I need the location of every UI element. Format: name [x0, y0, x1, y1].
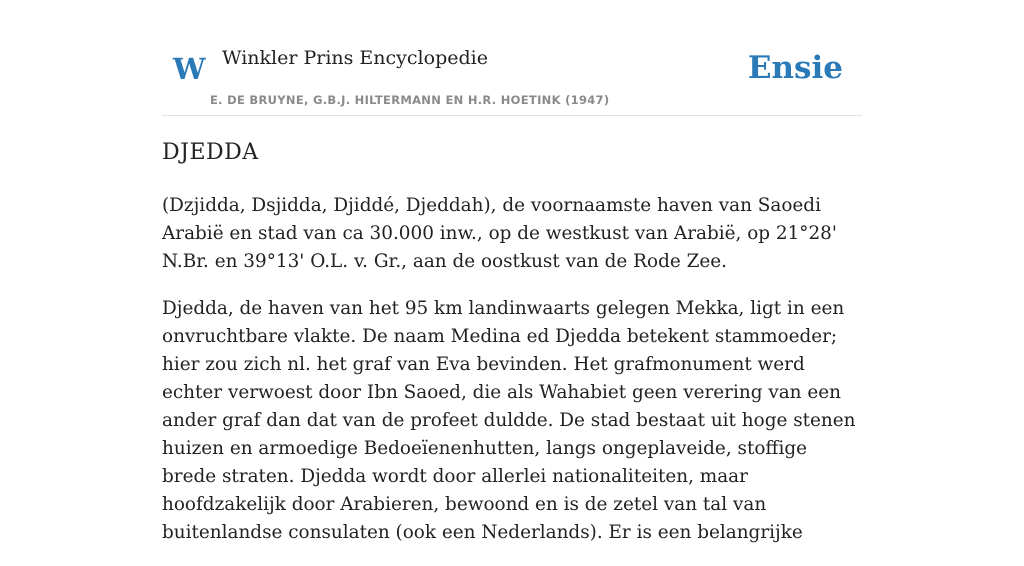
encyclopedia-title[interactable]: Winkler Prins Encyclopedie	[222, 47, 488, 69]
article-body	[162, 192, 862, 566]
authors-line: E. DE BRUYNE, G.B.J. HILTERMANN EN H.R. HOETINK (1947)	[210, 93, 610, 107]
article-paragraph-1: (Dzjidda, Dsjidda, Djiddé, Djeddah), de voornaamste haven van Saoedi Arabië en stad van ca 30.000 inw., op de westkust van Arabië, op 21°28' N.Br. en 39°13' O.L. v. Gr., aan de oostkust van de Rode Zee.	[162, 195, 837, 272]
article-paragraph-2: Djedda, de haven van het 95 km landinwaarts gelegen Mekka, ligt in een onvruchtbare vlakte. De naam Medina ed Djedda betekent stammoeder; hier zou zich nl. het graf van Eva bevinden. Het grafmonument werd echter verwoest door Ibn Saoed, die als Wahabiet geen verering van een ander graf dan dat van de profeet duldde. De stad bestaat uit hoge stenen huizen en armoedige Bedoeïenenhutten, langs ongeplaveide, stoffige brede straten. Djedda wordt door allerlei nationaliteiten, maar hoofdzakelijk door Arabieren, bewoond en is de zetel van tal van buitenlandse consulaten (ook een Nederlands). Er is een belangrijke	[162, 298, 856, 543]
logo-icon[interactable]: W	[173, 52, 206, 86]
page	[162, 0, 862, 543]
site-header	[162, 0, 862, 116]
ensie-brand-link[interactable]: Ensie	[747, 50, 843, 86]
article-headword: DJEDDA	[162, 140, 259, 165]
